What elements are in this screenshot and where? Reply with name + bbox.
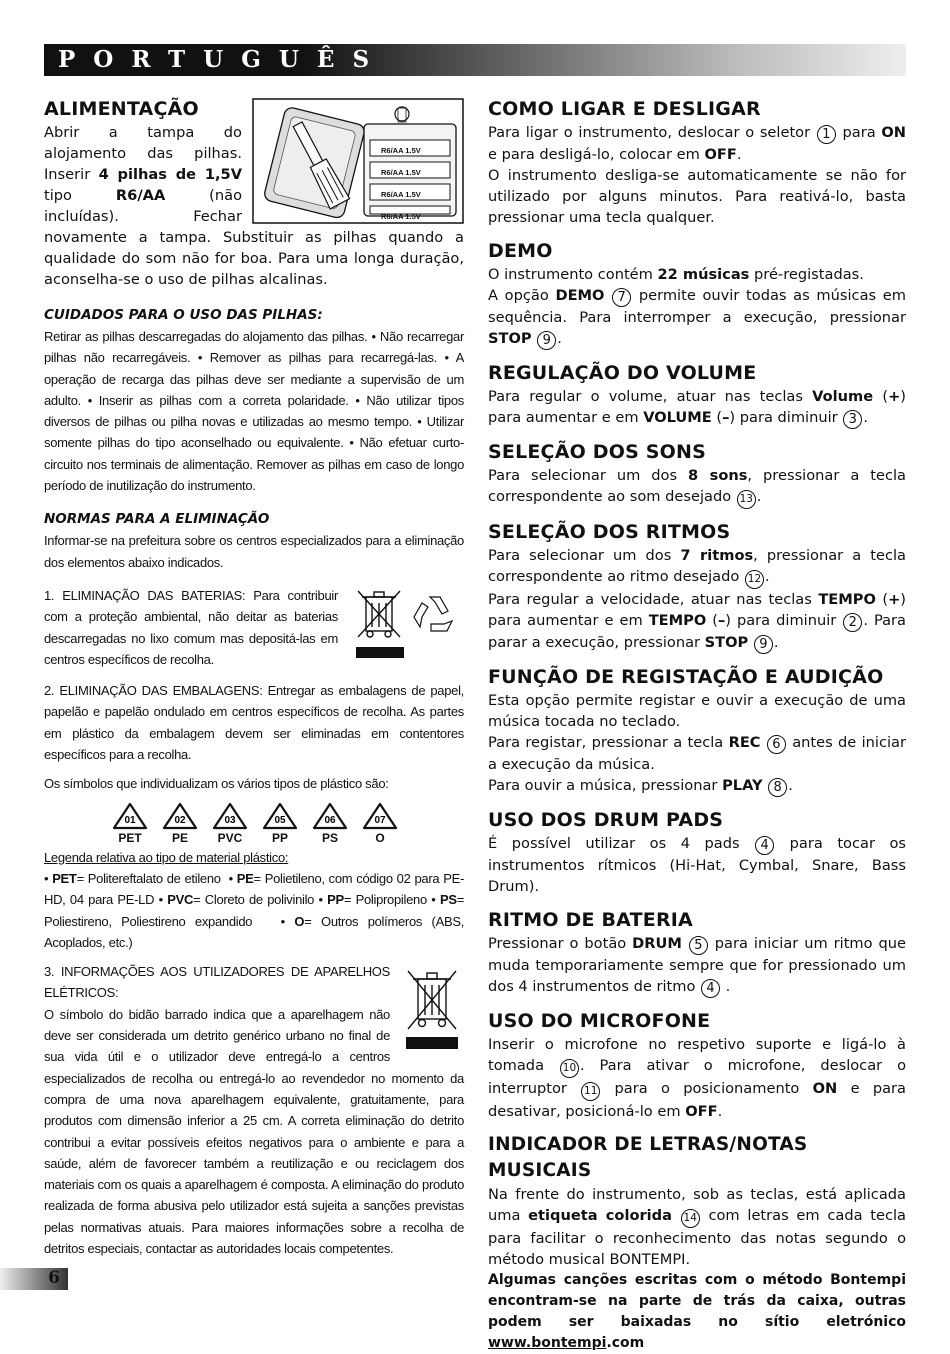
text-part: ( [711,409,723,426]
stop-label: STOP [488,330,532,347]
plastic-code: 02 [174,814,186,826]
text-part: Para selecionar um dos [488,467,689,484]
plastic-code: 05 [274,814,286,826]
stop-label: STOP [704,634,749,651]
battery-disposal-block [44,585,464,670]
demo-usage-text [488,285,906,350]
drum-pads-heading: USO DOS DRUM PADS [488,809,724,831]
weee-text: O símbolo do bidão barrado indica que a aparelhagem não deve ser considerada um detrito genérico urbano no final de sua vida útil e o utilizador deve entregá-lo a centros especializados de recolha ou entregá-lo ao revendedor no momento da compra de uma nova aparelhagem equivalente, gratuitamente, para produtos com dimensão inferior a 25 cm. A correta eliminação do detrito contribui a evitar possíveis efeitos negativos para o ambiente e para a saúde, além de favorecer também a reutilização e ou reciclagem dos materiais com os quais a aparelhagem é composta. A eliminação do produto realizada de forma abusiva pelo utilizador está sujeita a sanções previstas pelas normativas atuais. Para maiores informações sobre a recolha de detritos especiais, contactar as autoridades locais competentes. [44,1006,464,1256]
text-part: Inserir o microfone no respetivo suporte e ligá-lo à tomada [488,1036,906,1074]
microphone-text [488,1034,906,1122]
power-text [488,122,906,165]
play-text [488,775,906,797]
plastic-name: PP [271,830,288,845]
text-part: Pressionar o botão [488,935,633,952]
sounds-text [488,465,906,509]
volume-label: VOLUME [643,409,712,426]
note-indicator-heading: INDICADOR DE LETRAS/NOTAS MUSICAIS [488,1134,808,1181]
plastic-symbol [360,801,400,845]
website-link[interactable]: www.bontempi [488,1335,607,1351]
text-part: , pressionar a tecla correspondente ao ritmo desejado [488,547,906,585]
text-part: Algumas canções escritas com o método Bontempi encontram-se na parte de trás da caixa, outras podem ser baixadas no sítio eletrónico [488,1272,906,1330]
left-column [44,96,464,1259]
banner-title: PORTUGUÊS [58,46,388,73]
text-part: ) para diminuir [729,409,843,426]
cuidados-text: Retirar as pilhas descarregadas do alojamento das pilhas. • Não recarregar pilhas não recarregáveis. • Remover as pilhas para recarregá-las. • A operação de recarga das pilhas deve ser mediante a supervisão de um adulto. • Inserir as pilhas com a correta polaridade. • Não utilizar tipos diversos de pilhas ou pilha novas e utilizadas ao mesmo tempo. • Utilizar somente pilhas do tipo aconselhado ou equivalente. • Não efetuar curto-circuito nos terminais de alimentação. Remover as pilhas em caso de longo período de inutilização do instrumento. [44,329,464,494]
alimentacao-text-part: (não incluídas). Fechar novamente a tampa. Substituir as pilhas quando a qualidade do som não for boa. Para uma longa duração, aconselha-se o uso de pilhas alcalinas. [44,187,464,288]
text-part: e para desativar, posicioná-lo em [488,1080,906,1120]
plastic-name: PS [321,830,338,845]
text-part: para o posicionamento [601,1080,813,1097]
recycle-triangle-icon [261,801,299,831]
text-part: Para regular o volume, atuar nas teclas [488,388,813,405]
tempo-text [488,589,906,654]
text-part: Para ouvir a música, pressionar [488,777,723,794]
record-intro-text: Esta opção permite registar e ouvir a execução de uma música tocada no teclado. [488,692,906,730]
alimentacao-text-part: Abrir a tampa do alojamento das pilhas. Inserir [44,124,242,183]
on-label: ON [812,1080,838,1097]
legend-value: = Politereftalato de etileno [76,870,221,886]
plastic-symbols-row [110,801,464,845]
callout-number: 12 [745,570,764,589]
recycle-triangle-icon [311,801,349,831]
battery-type: R6/AA [115,187,166,204]
record-heading: FUNÇÃO DE REGISTAÇÃO E AUDIÇÃO [488,666,884,688]
callout-number: 4 [701,979,720,998]
callout-number: 7 [612,288,631,307]
plastic-name: PE [171,830,188,845]
sounds-heading: SELEÇÃO DOS SONS [488,441,707,463]
legend-key: PET [52,870,77,886]
play-label: PLAY [722,777,763,794]
text-part: para [836,124,882,141]
text-part: . [756,488,762,505]
text-part: . [764,568,770,585]
drum-label: DRUM [632,935,682,952]
weee-heading: 3. INFORMAÇÕES AOS UTILIZADORES DE APARELHOS ELÉTRICOS: [44,964,390,1001]
callout-number: 13 [737,490,756,509]
plastic-code: 07 [374,814,386,826]
callout-number: 9 [537,331,556,350]
text-part: ) para aumentar e em [488,388,906,426]
text-part: permite ouvir todas as músicas em sequência. Para interromper a execução, pressionar [488,287,906,326]
power-heading: COMO LIGAR E DESLIGAR [488,98,761,120]
battery-labels [381,140,457,228]
legend-value: = Cloreto de polivinilo • [193,892,323,908]
text-part: ( [875,591,889,608]
on-label: ON [881,124,906,141]
recycle-triangle-icon [211,801,249,831]
text-part: O instrumento contém [488,266,658,283]
text-part: e para desligá-lo, colocar em [488,146,705,163]
crossed-bin-recycle-icon [348,585,464,665]
callout-number: 6 [767,735,786,754]
plastic-symbol [210,801,250,845]
callout-number: 8 [768,778,787,797]
plastic-symbols-intro: Os símbolos que individualizam os vários tipos de plástico são: [44,776,389,792]
plastic-name: O [375,830,385,845]
text-part: Na frente do instrumento, sob as teclas, está aplicada uma [488,1186,906,1224]
plastic-legend: • PET= Politereftalato de etileno • PE= Polietileno, com código 02 para PE-HD, 04 para PE-LD • PVC= Cloreto de polivinilo • PP= Polipropileno • PS= Poliestireno, Poliestireno expandido • O= Outros polímeros (ABS, Acoplados, etc.) [44,870,465,950]
text-part: ) para diminuir [725,612,843,629]
battery-disposal-text: 1. ELIMINAÇÃO DAS BATERIAS: Para contribuir com a proteção ambiental, não deitar as baterias descarregadas no lixo comum mas depositá-las em centros específicos de recolha. [44,587,338,667]
tempo-label: TEMPO [648,612,707,629]
callout-number: 10 [560,1059,579,1078]
callout-number: 9 [754,635,773,654]
tempo-label: TEMPO [818,591,876,608]
text-part: .com [606,1335,645,1351]
recycle-triangle-icon [111,801,149,831]
plastic-code: 06 [324,814,336,826]
legend-key: PS [439,892,457,908]
text-part: . Para ativar o microfone, deslocar o interruptor [488,1057,906,1097]
rhythms-heading: SELEÇÃO DOS RITMOS [488,521,731,543]
text-part: . [557,330,562,347]
text-part: . Para parar a execução, pressionar [488,612,906,651]
text-part: ( [873,388,889,405]
text-part: . [721,978,731,995]
demo-text [488,264,906,285]
volume-label: Volume [812,388,874,405]
normas-text: Informar-se na prefeitura sobre os centros especializados para a eliminação dos elementos abaixo indicados. [44,533,464,570]
legend-value: = Outros polímeros (ABS, Acoplados, etc.) [44,913,465,950]
text-part: Para selecionar um dos [488,547,681,564]
callout-number: 2 [843,613,862,632]
volume-text [488,386,906,429]
drum-rhythm-heading: RITMO DE BATERIA [488,909,693,931]
crossed-bin-icon [400,963,464,1055]
text-part: pré-registadas. [749,266,864,283]
text-part: Para ligar o instrumento, deslocar o seletor [488,124,816,141]
plastic-legend-title [44,847,464,868]
battery-count: 4 pilhas de 1,5V [98,166,242,183]
callout-number: 1 [817,125,836,144]
rhythms-text [488,545,906,589]
recycle-triangle-icon [161,801,199,831]
alimentacao-heading: ALIMENTAÇÃO [44,98,199,120]
text-part: . [788,777,793,794]
songs-note-text [488,1270,906,1354]
plastic-legend-title-text: Legenda relativa ao tipo de material plástico: [44,849,289,865]
cuidados-heading: CUIDADOS PARA O USO DAS PILHAS: [44,307,323,323]
legend-value: = Polipropileno • [343,892,436,908]
text-part: com letras em cada tecla para facilitar o reconhecimento das notas segundo o método musical BONTEMPI. [488,1207,906,1268]
legend-value: = Poliestireno, Poliestireno expandido [44,892,464,929]
legend-key: PVC [167,892,194,908]
normas-heading: NORMAS PARA A ELIMINAÇÃO [44,511,270,528]
off-label: OFF [704,146,737,163]
battery-label: R6/AA 1.5V [381,212,421,221]
off-label: OFF [685,1103,718,1120]
plastic-symbol [110,801,150,845]
plus-sign: + [888,388,901,405]
microphone-heading: USO DO MICROFONE [488,1010,711,1032]
colored-label: etiqueta colorida [528,1207,672,1224]
text-part: ) para aumentar e em [488,591,906,629]
text-part: . [863,409,868,426]
legend-key: O [294,913,305,929]
plastic-name: PVC [217,830,243,845]
disposal-symbols [348,585,464,665]
callout-number: 5 [689,936,708,955]
text-part: para tocar os instrumentos rítmicos (Hi-Hat, Cymbal, Snare, Bass Drum). [488,835,906,895]
text-part: , pressionar a tecla correspondente ao som desejado [488,467,906,505]
text-part: A opção [488,287,556,304]
legend-key: PP [327,892,344,908]
battery-label: R6/AA 1.5V [381,190,421,199]
right-column [488,96,906,1354]
text-part: . [717,1103,723,1120]
note-indicator-text [488,1184,906,1270]
page-number-tab [0,1268,68,1290]
text-part: para iniciar um ritmo que muda temporariamente sempre que for pressionado um dos 4 instrumentos de ritmo [488,935,906,995]
auto-off-text: O instrumento desliga-se automaticamente se não for utilizado por alguns minutos. Para reativá-lo, basta pressionar uma tecla qualquer. [488,167,906,226]
text-part: . [773,634,779,651]
drum-rhythm-text [488,933,906,998]
plastic-symbol [310,801,350,845]
battery-label: R6/AA 1.5V [381,168,421,177]
battery-label: R6/AA 1.5V [381,146,421,155]
sound-count: 8 sons [688,467,748,484]
callout-number: 11 [581,1082,600,1101]
text-part: . [736,146,742,163]
plus-sign: + [888,591,901,608]
minus-sign: – [722,409,730,426]
text-part: Para regular a velocidade, atuar nas teclas [488,591,819,608]
legend-key: PE [236,870,254,886]
rhythm-count: 7 ritmos [680,547,754,564]
plastic-code: 03 [224,814,236,826]
weee-block [44,961,464,1259]
rec-label: REC [728,734,761,751]
text-part: ( [706,612,718,629]
callout-number: 3 [843,410,862,429]
packaging-disposal-text: 2. ELIMINAÇÃO DAS EMBALAGENS: Entregar as embalagens de papel, papelão e papelão ondulado em centros específicos de recolha. As partes em plástico da embalagem devem ser eliminadas em contentores específicos para a recolha. [44,683,464,763]
song-count: 22 músicas [657,266,750,283]
drum-pads-text [488,833,906,897]
plastic-name: PET [118,830,142,845]
demo-label: DEMO [555,287,605,304]
alimentacao-text-part: tipo [44,187,116,204]
plastic-symbol [160,801,200,845]
page-number: 6 [48,1268,60,1288]
text-part: antes de iniciar a execução da música. [488,734,906,773]
text-part: Para registar, pressionar a tecla [488,734,729,751]
plastic-symbol [260,801,300,845]
language-banner [44,44,906,76]
recycle-triangle-icon [361,801,399,831]
weee-symbol [400,963,464,1055]
callout-number: 14 [681,1209,700,1228]
callout-number: 4 [755,836,774,855]
demo-heading: DEMO [488,240,553,262]
plastic-code: 01 [124,814,136,826]
record-text [488,732,906,775]
volume-heading: REGULAÇÃO DO VOLUME [488,362,757,384]
minus-sign: – [717,612,726,629]
text-part: É possível utilizar os 4 pads [488,835,755,852]
legend-value: = Polietileno, com código 02 para PE-HD, 04 para PE-LD • [44,870,464,908]
